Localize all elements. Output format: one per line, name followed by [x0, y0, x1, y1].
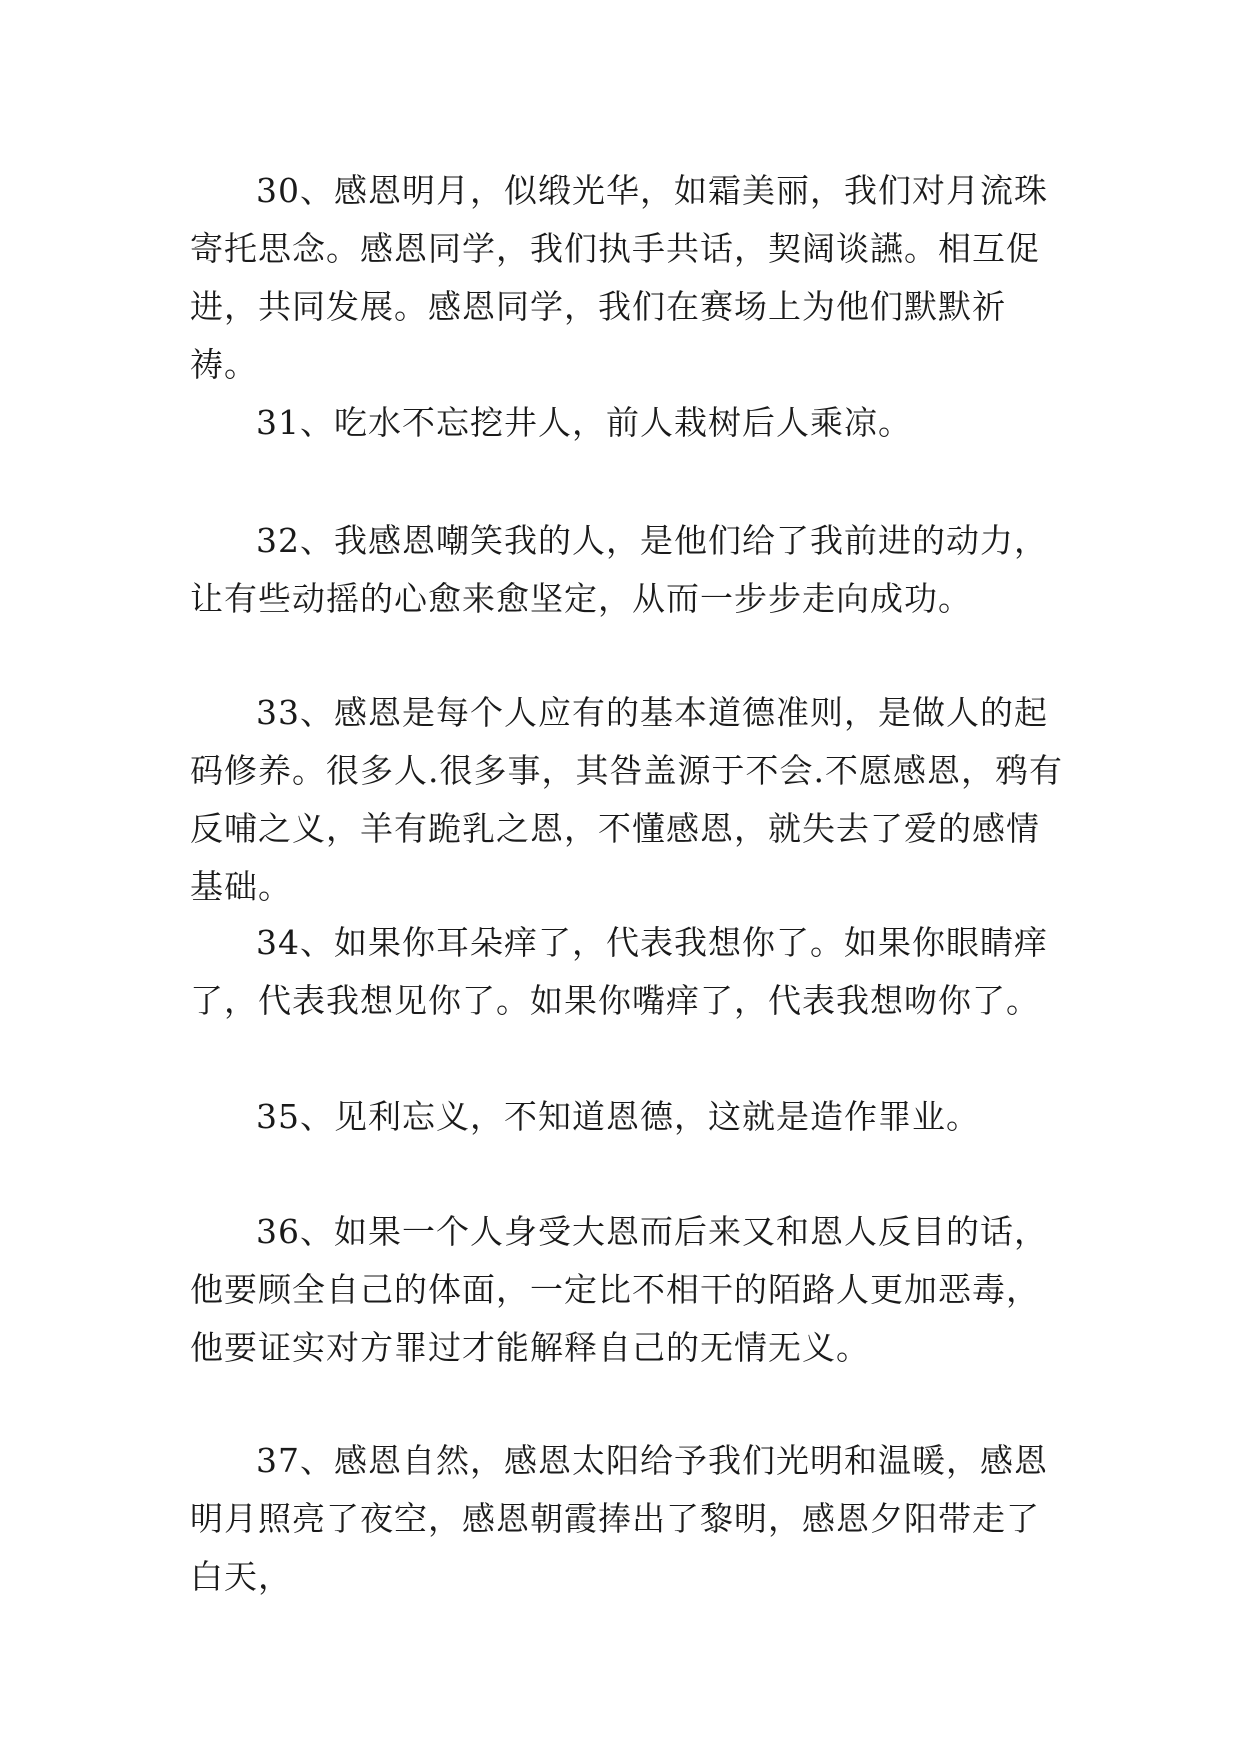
paragraph-30: 30、感恩明月，似缎光华，如霜美丽，我们对月流珠寄托思念。感恩同学，我们执手共话，契阔谈讌。相互促进，共同发展。感恩同学，我们在赛场上为他们默默祈祷。	[190, 171, 1048, 384]
paragraph-36: 36、如果一个人身受大恩而后来又和恩人反目的话，他要顾全自己的体面，一定比不相干的陌路人更加恶毒，他要证实对方罪过才能解释自己的无情无义。	[190, 1212, 1048, 1367]
paragraph-32: 32、我感恩嘲笑我的人，是他们给了我前进的动力，让有些动摇的心愈来愈坚定，从而一步步走向成功。	[190, 521, 1048, 618]
paragraph-34: 34、如果你耳朵痒了，代表我想你了。如果你眼睛痒了，代表我想见你了。如果你嘴痒了，代表我想吻你了。	[190, 923, 1048, 1020]
paragraph-33: 33、感恩是每个人应有的基本道德准则，是做人的起码修养。很多人.很多事，其咎盖源于不会.不愿感恩，鸦有反哺之义，羊有跪乳之恩，不懂感恩，就失去了爱的感情基础。	[190, 693, 1063, 906]
paragraph-35: 35、见利忘义，不知道恩德，这就是造作罪业。	[256, 1097, 980, 1136]
paragraph-37: 37、感恩自然，感恩太阳给予我们光明和温暖，感恩明月照亮了夜空，感恩朝霞捧出了黎明，感恩夕阳带走了白天，	[190, 1441, 1048, 1596]
paragraph-31: 31、吃水不忘挖井人，前人栽树后人乘凉。	[256, 403, 912, 442]
